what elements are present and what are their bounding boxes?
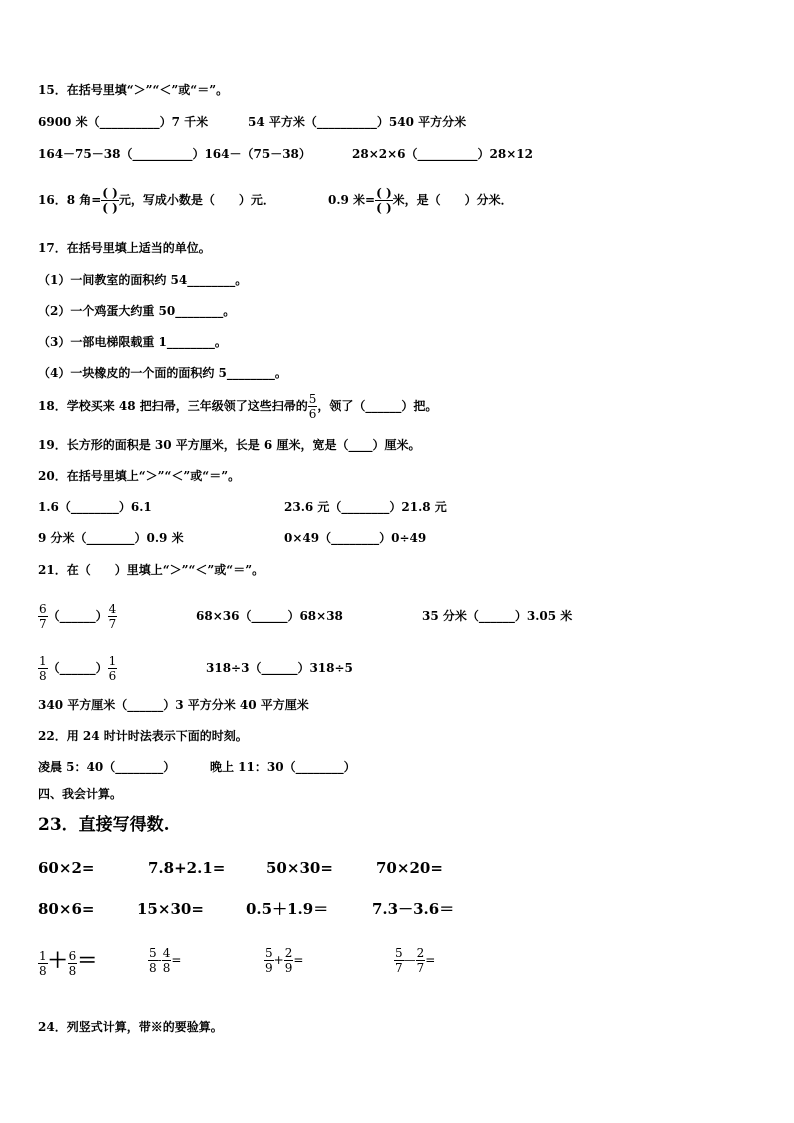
q16-fraction-2-den: ( )	[376, 201, 392, 215]
q18-line	[38, 388, 437, 424]
q23-r3-c4-frac-a	[394, 946, 404, 975]
q23-r3-c2-op: -	[157, 953, 162, 967]
q23-r2-c1: 80×6=	[38, 900, 95, 918]
q23-r3-c4-frac-a-num: 5	[395, 946, 403, 960]
q21-fraction-1-6	[108, 654, 118, 683]
q19-text: 19．长方形的面积是 30 平方厘米，长是 6 厘米，宽是（____）厘米。	[38, 438, 421, 452]
q21-row2-blank: （______）	[47, 661, 108, 675]
q23-r3-c1-frac-a-num: 1	[39, 949, 47, 963]
q23-r3-c4-frac-b-num: 2	[416, 946, 425, 960]
q21-row2-item2: 318÷3（______）318÷5	[206, 661, 353, 675]
q21-title: 21．在（ ）里填上“＞”“＜”或“＝”。	[38, 563, 265, 577]
q23-r3-c4	[394, 940, 435, 980]
q18-part1: 18．学校买来 48 把扫帚，三年级领了这些扫帚的	[38, 399, 308, 413]
q23-r1-c2: 7.8+2.1=	[148, 859, 226, 877]
q21-row3: 340 平方厘米（______）3 平方分米 40 平方厘米	[38, 698, 309, 712]
q23-r3-c3-frac-a-num: 5	[265, 946, 273, 960]
q23-r3-c1-frac-a-den: 8	[39, 964, 47, 978]
q23-r3-c3-op: +	[273, 953, 284, 967]
q23-r2-c4: 7.3－3.6＝	[372, 900, 455, 918]
q21-fraction-4-7	[108, 602, 118, 631]
q23-r3-c2-frac-a-num: 5	[149, 946, 157, 960]
q15-row2-right: 28×2×6（__________）28×12	[352, 147, 533, 161]
q16-line-right	[328, 180, 513, 220]
q23-r2-c3: 0.5＋1.9＝	[246, 900, 329, 918]
q16-part2: 元，写成小数是（ ）元．	[118, 193, 275, 207]
q16-part1: 16．8 角=	[38, 193, 102, 207]
q23-r3-c3-frac-b	[284, 946, 294, 975]
q15-title: 15．在括号里填“＞”“＜”或“＝”。	[38, 83, 229, 97]
q21-fraction-1-6-num: 1	[108, 654, 117, 668]
q15-row1-left: 6900 米（__________）7 千米	[38, 115, 209, 129]
q22-item-b: 晚上 11：30（________）	[210, 760, 356, 774]
q20-row1-left: 1.6（________）6.1	[38, 500, 152, 514]
q23-r3-c3	[264, 940, 303, 980]
q18-fraction-den: 6	[308, 407, 317, 421]
q21-row1-item3: 35 分米（______）3.05 米	[422, 609, 573, 623]
q23-r3-c2-eq: =	[171, 953, 182, 967]
q23-r3-c2-frac-a	[148, 946, 158, 975]
section-4-title: 四、我会计算。	[38, 787, 123, 801]
q21-fraction-6-7-num: 6	[39, 602, 47, 616]
q23-r3-c1-frac-a	[38, 949, 48, 978]
q23-r3-c2-frac-b-den: 8	[162, 961, 171, 975]
q23-r3-c1-frac-b-den: 8	[68, 964, 77, 978]
q23-title: 23．直接写得数.	[38, 815, 170, 835]
q23-r3-c2-frac-a-den: 8	[149, 961, 157, 975]
q23-r3-c2-frac-b-num: 4	[162, 946, 171, 960]
q20-row2-right: 0×49（________）0÷49	[284, 531, 427, 545]
q23-r1-c1: 60×2=	[38, 859, 95, 877]
q24-text: 24．列竖式计算，带※的要验算。	[38, 1020, 223, 1034]
q23-r3-c4-eq: =	[425, 953, 436, 967]
q23-r3-c1-op: ＋	[47, 948, 68, 972]
q21-row1-item1	[38, 598, 117, 634]
q16-fraction-1-den: ( )	[102, 201, 118, 215]
q23-r3-c3-eq: =	[293, 953, 304, 967]
q23-r3-c2-frac-b	[162, 946, 172, 975]
q17-item-1: （1）一间教室的面积约 54________。	[38, 273, 248, 287]
q23-r3-c3-frac-b-num: 2	[284, 946, 293, 960]
q21-row1-blank: （______）	[47, 609, 108, 623]
q17-item-4: （4）一块橡皮的一个面的面积约 5________。	[38, 366, 287, 380]
q21-fraction-4-7-den: 7	[108, 617, 117, 631]
q23-r2-c2: 15×30=	[137, 900, 204, 918]
q21-fraction-6-7	[38, 602, 48, 631]
q21-row1-item2: 68×36（______）68×38	[196, 609, 343, 623]
q21-fraction-1-8-num: 1	[39, 654, 47, 668]
q23-r3-c3-frac-b-den: 9	[284, 961, 293, 975]
q16-part4: 米，是（ ）分米．	[392, 193, 513, 207]
q21-row2-item1	[38, 650, 117, 686]
q15-row1-right: 54 平方米（__________）540 平方分米	[248, 115, 467, 129]
q23-r3-c3-frac-a-den: 9	[265, 961, 273, 975]
q23-r3-c3-frac-a	[264, 946, 274, 975]
q20-row2-left: 9 分米（________）0.9 米	[38, 531, 184, 545]
q21-fraction-1-6-den: 6	[108, 669, 117, 683]
q15-row2-left: 164－75－38（__________）164－（75－38）	[38, 147, 311, 161]
q20-title: 20．在括号里填上“＞”“＜”或“＝”。	[38, 469, 241, 483]
q23-r3-c4-frac-b	[416, 946, 426, 975]
q18-fraction	[308, 392, 318, 421]
q21-fraction-1-8	[38, 654, 48, 683]
q18-part2: ，领了（______）把。	[317, 399, 438, 413]
q16-part3: 0.9 米=	[328, 193, 376, 207]
q17-item-3: （3）一部电梯限载重 1________。	[38, 335, 227, 349]
q16-fraction-2-num: ( )	[376, 186, 392, 200]
q23-r3-c1-frac-b-num: 6	[68, 949, 77, 963]
q16-fraction-1	[101, 186, 119, 215]
q17-title: 17．在括号里填上适当的单位。	[38, 241, 211, 255]
q21-fraction-6-7-den: 7	[39, 617, 47, 631]
q16-fraction-1-num: ( )	[102, 186, 118, 200]
q21-fraction-4-7-num: 4	[108, 602, 117, 616]
q23-r3-c4-frac-b-den: 7	[416, 961, 425, 975]
q16-fraction-2	[375, 186, 393, 215]
q21-fraction-1-8-den: 8	[39, 669, 47, 683]
q23-r1-c3: 50×30=	[266, 859, 333, 877]
q18-fraction-num: 5	[308, 392, 317, 406]
q17-item-2: （2）一个鸡蛋大约重 50________。	[38, 304, 236, 318]
q23-r3-c1-eq: ＝	[77, 948, 98, 972]
q23-r1-c4: 70×20=	[376, 859, 443, 877]
q20-row1-right: 23.6 元（________）21.8 元	[284, 500, 447, 514]
q22-title: 22．用 24 时计时法表示下面的时刻。	[38, 729, 248, 743]
q23-r3-c2	[148, 940, 181, 980]
q23-r3-c1	[38, 940, 97, 983]
q22-item-a: 凌晨 5：40（________）	[38, 760, 176, 774]
q23-r3-c4-op: —	[403, 953, 416, 967]
q16-line	[38, 180, 275, 220]
q23-r3-c1-frac-b	[68, 949, 78, 978]
q23-r3-c4-frac-a-den: 7	[395, 961, 403, 975]
